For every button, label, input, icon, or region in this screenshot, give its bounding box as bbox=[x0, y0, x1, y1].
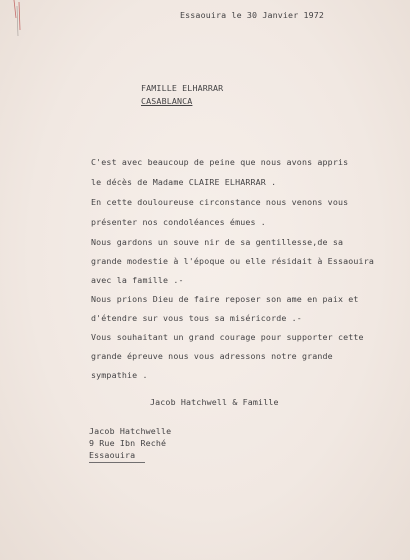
pencil-marks bbox=[6, 0, 28, 42]
body-line: d'étendre sur vous tous sa miséricorde .- bbox=[91, 313, 302, 323]
body-line: grande épreuve nous vous adressons notre grande bbox=[91, 351, 333, 361]
body-line: C'est avec beaucoup de peine que nous avons appris bbox=[91, 157, 349, 167]
body-line: avec la famille .- bbox=[91, 275, 184, 285]
sender-city-underline bbox=[89, 462, 145, 463]
sender-city: Essaouira bbox=[89, 450, 136, 460]
body-line: sympathie . bbox=[91, 370, 148, 380]
body-line: Nous gardons un souve nir de sa gentillesse,de sa bbox=[91, 237, 344, 247]
body-line: présenter nos condoléances émues . bbox=[91, 217, 266, 227]
body-line: le décès de Madame CLAIRE ELHARRAR . bbox=[91, 177, 277, 187]
recipient-city: CASABLANCA bbox=[141, 96, 193, 106]
recipient-name: FAMILLE ELHARRAR bbox=[141, 83, 224, 93]
signature-line: Jacob Hatchwell & Famille bbox=[150, 397, 279, 407]
body-line: Vous souhaitant un grand courage pour supporter cette bbox=[91, 332, 364, 342]
body-line: grande modestie à l'époque ou elle résidait à Essaouira bbox=[91, 256, 374, 266]
body-line: En cette douloureuse circonstance nous venons vous bbox=[91, 197, 349, 207]
body-line: Nous prions Dieu de faire reposer son ame en paix et bbox=[91, 294, 359, 304]
date-line: Essaouira le 30 Janvier 1972 bbox=[180, 10, 325, 20]
sender-name: Jacob Hatchwelle bbox=[89, 426, 172, 436]
sender-street: 9 Rue Ibn Reché bbox=[89, 438, 167, 448]
